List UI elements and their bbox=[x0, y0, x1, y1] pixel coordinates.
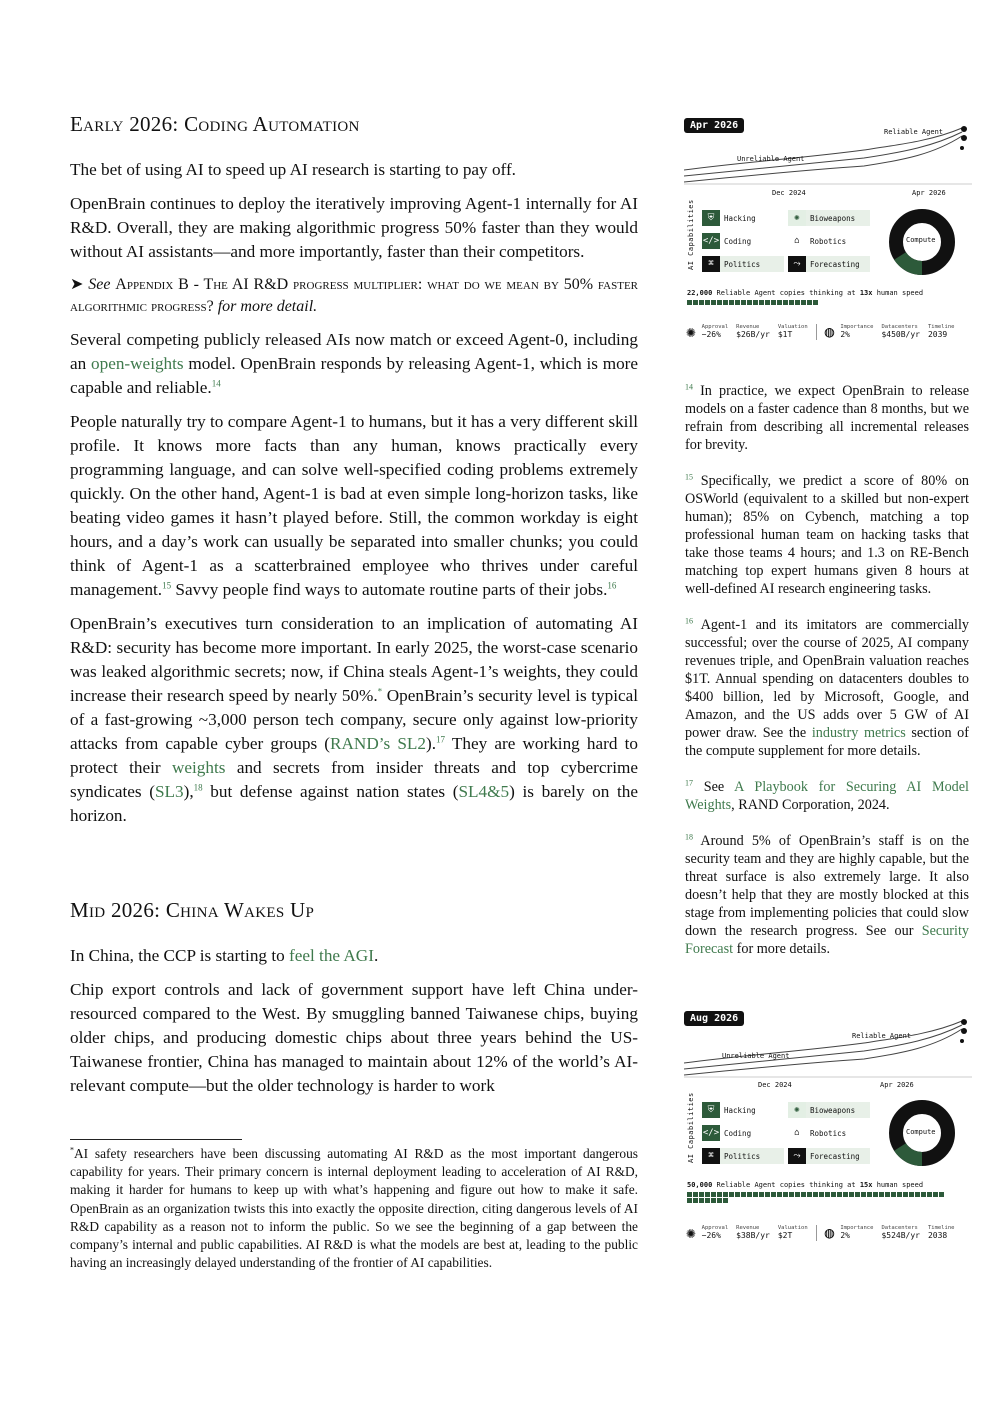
stat-value: 2039 bbox=[927, 330, 948, 339]
agent-copy-square bbox=[795, 1192, 800, 1197]
agent-copy-square bbox=[789, 1192, 794, 1197]
sidenote-text: Specifically, we predict a score of 80% on OSWorld (equivalent to a skilled but non-expert human); 85% on Cybench, matching a top professional human team on hacking tasks that take those teams 4 hours; and 1.3 on RE-Bench matching top expert humans given 8 hours at well-defined AI research engineering tasks. bbox=[685, 473, 970, 597]
see-word: See bbox=[88, 276, 111, 293]
agent-copy-square bbox=[711, 1192, 716, 1197]
main-column bbox=[70, 112, 638, 1108]
rand-playbook-link[interactable]: A Playbook for Securing AI Model Weights bbox=[685, 779, 970, 813]
capability-coding bbox=[702, 233, 784, 249]
stat-label: Valuation bbox=[777, 324, 808, 330]
text: They are working hard to protect their bbox=[70, 734, 638, 777]
compute-label: Compute bbox=[906, 236, 936, 244]
stat-value: 2038 bbox=[927, 1231, 948, 1240]
agent-copy-square bbox=[717, 300, 722, 305]
capability-politics bbox=[702, 256, 784, 272]
agent-copy-square bbox=[735, 1192, 740, 1197]
capabilities-label: AI Capabilities bbox=[687, 199, 695, 270]
stat-valuation bbox=[778, 324, 808, 340]
agent-copy-square bbox=[849, 1192, 854, 1197]
stat-approval bbox=[702, 1225, 729, 1241]
agent-copy-square bbox=[771, 1192, 776, 1197]
text: ) is barely on the horizon. bbox=[70, 782, 638, 825]
capability-politics bbox=[702, 1148, 784, 1164]
capability-name: Forecasting bbox=[806, 1148, 870, 1164]
agent-copy-square bbox=[873, 1192, 878, 1197]
stat-label: Revenue bbox=[736, 324, 760, 330]
capability-coding bbox=[702, 1125, 784, 1141]
copies-tail: human speed bbox=[876, 1181, 924, 1189]
openbrain-logo-icon: ✺ bbox=[686, 322, 696, 341]
sidenote-number: 16 bbox=[685, 616, 693, 626]
stat-importance bbox=[840, 324, 873, 340]
status-dashboard bbox=[684, 118, 972, 348]
sidenote-text: See bbox=[703, 779, 725, 795]
agent-trend-chart bbox=[684, 1011, 972, 1086]
footnote-ref[interactable]: 17 bbox=[436, 734, 446, 745]
appendix-reference bbox=[70, 274, 638, 318]
copies-speed: 13x bbox=[859, 289, 873, 297]
capability-name: Bioweapons bbox=[806, 1102, 870, 1118]
unreliable-agent-label: Unreliable Agent bbox=[722, 1052, 790, 1060]
capability-forecasting bbox=[788, 256, 870, 272]
sidenote-text: , RAND Corporation, 2024. bbox=[731, 797, 890, 813]
paragraph: OpenBrain continues to deploy the iteratively improving Agent-1 internally for AI R&D. Overall, they are making algorithmic progress 50% faster than they would without AI assistants—and more importantly, faster than their competitors. bbox=[70, 194, 638, 261]
text: ). bbox=[426, 734, 437, 753]
agent-copy-square bbox=[891, 1192, 896, 1197]
paragraph bbox=[70, 410, 638, 602]
stat-value: $450B/yr bbox=[881, 330, 920, 339]
stat-value: $2T bbox=[777, 1231, 793, 1240]
footnote-marker: * bbox=[70, 1145, 74, 1155]
agent-copy-square bbox=[921, 1192, 926, 1197]
agent-copy-square bbox=[927, 1192, 932, 1197]
capability-name: Forecasting bbox=[806, 256, 870, 272]
stat-timeline bbox=[928, 1225, 955, 1241]
stat-revenue bbox=[736, 1225, 770, 1241]
stat-label: Approval bbox=[701, 324, 729, 330]
capability-robotics bbox=[788, 1125, 870, 1141]
star-cluster-icon bbox=[960, 126, 967, 150]
globe-icon: ◍ bbox=[824, 1223, 835, 1242]
section-heading-early-2026: Early 2026: Coding Automation bbox=[70, 112, 360, 136]
capabilities-label: AI Capabilities bbox=[687, 1092, 695, 1163]
footnote-ref[interactable]: 16 bbox=[607, 580, 617, 591]
paragraph bbox=[70, 612, 638, 828]
agent-copy-square bbox=[807, 1192, 812, 1197]
capability-name: Politics bbox=[720, 256, 784, 272]
sidenote-17 bbox=[685, 778, 969, 814]
footnote-ref[interactable]: 15 bbox=[162, 580, 172, 591]
industry-metrics-link[interactable]: industry metrics bbox=[811, 725, 906, 741]
agent-copies-squares bbox=[687, 1192, 949, 1203]
capitol-icon: ⌘ bbox=[702, 256, 720, 272]
capability-name: Hacking bbox=[724, 213, 756, 223]
agent-copy-square bbox=[687, 1192, 692, 1197]
text: OpenBrain’s security level is typical of a fast-growing ~3,000 person tech company, secure only against low-priority attacks from capable cyber groups ( bbox=[70, 686, 639, 753]
axis-end-label: Apr 2026 bbox=[880, 1081, 914, 1089]
capability-bioweapons bbox=[788, 1102, 870, 1118]
agent-copy-square bbox=[711, 1198, 716, 1203]
copies-line bbox=[687, 1181, 923, 1189]
sidenote-number: 14 bbox=[685, 382, 693, 392]
copies-speed: 15x bbox=[859, 1181, 873, 1189]
sidenote-18 bbox=[685, 832, 969, 958]
agent-copy-square bbox=[741, 1192, 746, 1197]
paragraph bbox=[70, 944, 638, 968]
agent-copy-square bbox=[909, 1192, 914, 1197]
divider bbox=[816, 324, 817, 340]
agent-copy-square bbox=[939, 1192, 944, 1197]
virus-icon: ✺ bbox=[788, 1102, 806, 1118]
agent-copy-square bbox=[753, 300, 758, 305]
reliable-curve-2 bbox=[684, 136, 962, 182]
text: Savvy people find ways to automate routine parts of their jobs. bbox=[175, 580, 608, 599]
code-icon: </> bbox=[702, 233, 720, 249]
weights-link[interactable]: weights bbox=[171, 758, 226, 777]
capability-hacking bbox=[702, 1102, 784, 1118]
sidenote-14 bbox=[685, 382, 969, 454]
footnote-star bbox=[70, 1145, 638, 1272]
shield-icon: ⛨ bbox=[702, 210, 720, 226]
agent-copy-square bbox=[783, 300, 788, 305]
rand-sl2-link[interactable]: RAND’s SL2 bbox=[330, 734, 426, 753]
virus-icon: ✺ bbox=[788, 210, 806, 226]
stat-revenue bbox=[736, 324, 770, 340]
copies-text: Reliable Agent copies thinking at bbox=[716, 289, 856, 297]
footnote-ref[interactable]: * bbox=[377, 686, 383, 697]
stat-importance bbox=[840, 1225, 873, 1241]
agent-copy-square bbox=[789, 300, 794, 305]
text: Several competing publicly released AIs now match or exceed Agent-0, including an bbox=[70, 330, 638, 373]
agent-copy-square bbox=[897, 1192, 902, 1197]
capability-name: Robotics bbox=[810, 1128, 847, 1138]
agent-copy-square bbox=[693, 1192, 698, 1197]
agent-copy-square bbox=[813, 300, 818, 305]
capability-name: Robotics bbox=[810, 236, 847, 246]
agent-copy-square bbox=[717, 1192, 722, 1197]
text: In China, the CCP is starting to bbox=[70, 946, 285, 965]
agent-copy-square bbox=[723, 1198, 728, 1203]
agent-copy-square bbox=[747, 1192, 752, 1197]
stat-label: Datacenters bbox=[881, 324, 918, 330]
sidenote-number: 18 bbox=[685, 832, 693, 842]
stat-label: Approval bbox=[701, 1225, 729, 1231]
text: . bbox=[373, 946, 379, 965]
feel-the-agi-link[interactable]: feel the AGI bbox=[288, 946, 374, 965]
capability-bioweapons bbox=[788, 210, 870, 226]
agent-copy-square bbox=[915, 1192, 920, 1197]
agent-copy-square bbox=[933, 1192, 938, 1197]
agent-copy-square bbox=[699, 1192, 704, 1197]
stat-label: Importance bbox=[840, 324, 874, 330]
sidenote-16 bbox=[685, 616, 969, 760]
sidenote-text: In practice, we expect OpenBrain to release models on a faster cadence than 8 months, but we refrain from describing all incremental releases for brevity. bbox=[685, 383, 970, 453]
agent-copy-square bbox=[831, 1192, 836, 1197]
appendix-link[interactable]: Appendix B - The AI R&D progress multiplier: what do we mean by 50% faster algorithmic progress? bbox=[70, 276, 639, 315]
axis-start-label: Dec 2024 bbox=[758, 1081, 792, 1089]
stat-value: $26B/yr bbox=[736, 330, 770, 339]
footnote-text: AI safety researchers have been discussing automating AI R&D as the most important dangerous capability for years. Their primary concern is internal deployment leading to acceleration of AI R&D, making it harder for humans to keep up with what’s happening and figure out how to make it safe. OpenBrain as an organization twists this into exactly the opposite direction, citing dangerous levels of AI R&D capability as a reason not to inform the public. So we see the beginning of a gap between the company’s internal and public capabilities. AI R&D is what the models are best at, leading to the public having an increasingly delayed understanding of the frontier of AI capabilities. bbox=[70, 1146, 638, 1271]
stat-value: −26% bbox=[701, 330, 721, 339]
globe-icon: ◍ bbox=[824, 322, 835, 341]
text: People naturally try to compare Agent-1 to humans, but it has a very different skill profile. It knows more facts than any human, knows practically every programming language, and can solve well-specified coding problems extremely quickly. On the other hand, Agent-1 is bad at even simple long-horizon tasks, like beating video games it hasn’t played before. Still, the common workday is eight hours, and a day’s work can usually be separated into smaller chunks; you could think of Agent-1 as a scatterbrained employee who thrives under careful management. bbox=[70, 412, 638, 599]
agent-copy-square bbox=[813, 1192, 818, 1197]
agent-copy-square bbox=[699, 300, 704, 305]
agent-copy-square bbox=[705, 1192, 710, 1197]
date-badge: Aug 2026 bbox=[684, 1011, 744, 1026]
agent-copy-square bbox=[705, 1198, 710, 1203]
agent-copy-square bbox=[855, 1192, 860, 1197]
copies-tail: human speed bbox=[876, 289, 924, 297]
agent-copy-square bbox=[777, 300, 782, 305]
agent-copy-square bbox=[687, 1198, 692, 1203]
sl45-link[interactable]: SL4&5 bbox=[458, 782, 510, 801]
status-dashboard bbox=[684, 1011, 972, 1251]
axis-start-label: Dec 2024 bbox=[772, 189, 806, 197]
text: OpenBrain’s executives turn consideration to an implication of automating AI R&D: security has become more important. In early 2025, the worst-case scenario was leaked algorithmic secrets; now, if China steals Agent-1’s weights, they could increase their research speed by nearly 50%. bbox=[70, 614, 638, 705]
agent-copy-square bbox=[741, 300, 746, 305]
agent-copy-square bbox=[723, 300, 728, 305]
stat-value: −26% bbox=[701, 1231, 721, 1240]
sidenote-text: Around 5% of OpenBrain’s staff is on the security team and they are highly capable, but the threat surface is also extremely large. It also doesn’t help that they are mostly blocked at this stage from implementing policies that could slow down the research progress. See our bbox=[685, 833, 969, 939]
open-weights-link[interactable]: open-weights bbox=[91, 354, 184, 373]
agent-copy-square bbox=[699, 1198, 704, 1203]
agent-copy-square bbox=[753, 1192, 758, 1197]
agent-copy-square bbox=[885, 1192, 890, 1197]
agent-copy-square bbox=[861, 1192, 866, 1197]
reliable-agent-label: Reliable Agent bbox=[884, 128, 944, 136]
stat-datacenters bbox=[881, 1225, 920, 1241]
agent-copy-square bbox=[765, 300, 770, 305]
agent-copy-square bbox=[729, 300, 734, 305]
sidenote-text: for more details. bbox=[736, 941, 830, 957]
stat-valuation bbox=[778, 1225, 808, 1241]
agent-copy-square bbox=[795, 300, 800, 305]
stat-value: 2% bbox=[840, 330, 850, 339]
stat-label: Revenue bbox=[736, 1225, 760, 1231]
agent-copy-square bbox=[747, 300, 752, 305]
sidenote-number: 15 bbox=[685, 472, 693, 482]
sl3-link[interactable]: SL3 bbox=[154, 782, 184, 801]
stat-label: Valuation bbox=[777, 1225, 808, 1231]
stat-label: Importance bbox=[840, 1225, 874, 1231]
stat-value: $524B/yr bbox=[881, 1231, 920, 1240]
copies-count: 50,000 bbox=[687, 1181, 713, 1189]
divider bbox=[816, 1225, 817, 1241]
capability-name: Bioweapons bbox=[806, 210, 870, 226]
copies-count: 22,000 bbox=[687, 289, 713, 297]
agent-copy-square bbox=[819, 1192, 824, 1197]
agent-copy-square bbox=[759, 1192, 764, 1197]
agent-copy-square bbox=[705, 300, 710, 305]
stat-approval bbox=[702, 324, 729, 340]
stat-value: $1T bbox=[777, 330, 793, 339]
agent-copy-square bbox=[717, 1198, 722, 1203]
axis-end-label: Apr 2026 bbox=[912, 189, 946, 197]
robot-icon: ⌂ bbox=[794, 236, 800, 246]
footnote-ref[interactable]: 14 bbox=[211, 378, 221, 389]
capability-name: Politics bbox=[720, 1148, 784, 1164]
copies-line bbox=[687, 289, 923, 297]
text: ), bbox=[183, 782, 194, 801]
stat-value: 2% bbox=[840, 1231, 850, 1240]
graph-icon: ⤳ bbox=[788, 1148, 806, 1164]
agent-copy-square bbox=[843, 1192, 848, 1197]
sidenote-15 bbox=[685, 472, 969, 598]
stat-datacenters bbox=[881, 324, 920, 340]
agent-copy-square bbox=[735, 300, 740, 305]
agent-copies-squares bbox=[687, 300, 937, 305]
capability-forecasting bbox=[788, 1148, 870, 1164]
star-cluster-icon bbox=[960, 1019, 967, 1043]
security-forecast-link[interactable]: Security Forecast bbox=[685, 923, 969, 957]
capitol-icon: ⌘ bbox=[702, 1148, 720, 1164]
stat-label: Datacenters bbox=[881, 1225, 918, 1231]
code-icon: </> bbox=[702, 1125, 720, 1141]
capability-robotics bbox=[788, 233, 870, 249]
agent-copy-square bbox=[903, 1192, 908, 1197]
text: model. OpenBrain responds by releasing Agent-1, which is more capable and reliable. bbox=[70, 354, 639, 397]
paragraph: Chip export controls and lack of government support have left China under-resourced compared to the West. By smuggling banned Taiwanese chips, buying older chips, and producing domestic chips about three years behind the US-Taiwanese frontier, China has managed to maintain about 12% of the world’s AI-relevant compute—but the older technology is harder to work bbox=[70, 980, 638, 1095]
agent-copy-square bbox=[783, 1192, 788, 1197]
footnote-ref[interactable]: 18 bbox=[193, 782, 203, 793]
date-badge: Apr 2026 bbox=[684, 118, 744, 133]
stat-value: $38B/yr bbox=[736, 1231, 770, 1240]
stats-row bbox=[686, 324, 962, 340]
footnote-divider bbox=[70, 1139, 242, 1140]
agent-copy-square bbox=[771, 300, 776, 305]
agent-copy-square bbox=[777, 1192, 782, 1197]
robot-icon: ⌂ bbox=[794, 1128, 800, 1138]
shield-icon: ⛨ bbox=[702, 1102, 720, 1118]
agent-copy-square bbox=[801, 300, 806, 305]
stats-row bbox=[686, 1225, 962, 1241]
agent-copy-square bbox=[825, 1192, 830, 1197]
sidenote-text: section of the compute supplement for more details. bbox=[685, 725, 970, 759]
agent-copy-square bbox=[879, 1192, 884, 1197]
sidenotes-column bbox=[685, 382, 969, 976]
arrow-icon: ➤ bbox=[70, 276, 84, 293]
agent-copy-square bbox=[693, 300, 698, 305]
capability-name: Coding bbox=[724, 236, 752, 246]
agent-copy-square bbox=[807, 300, 812, 305]
compute-label: Compute bbox=[906, 1128, 936, 1136]
unreliable-agent-label: Unreliable Agent bbox=[737, 155, 805, 163]
see-tail: for more detail. bbox=[217, 298, 318, 315]
agent-copy-square bbox=[693, 1198, 698, 1203]
agent-copy-square bbox=[837, 1192, 842, 1197]
agent-copy-square bbox=[723, 1192, 728, 1197]
stat-timeline bbox=[928, 324, 955, 340]
openbrain-logo-icon: ✺ bbox=[686, 1223, 696, 1242]
agent-copy-square bbox=[687, 300, 692, 305]
capability-hacking bbox=[702, 210, 784, 226]
sidenote-text: Agent-1 and its imitators are commercially successful; over the course of 2025, AI company revenues triple, and OpenBrain valuation reaches $1T. Annual spending on datacenters doubles to $400 billion, led by Microsoft, Google, and Amazon, and the US adds over 5 GW of AI power draw. See the bbox=[685, 617, 970, 741]
agent-copy-square bbox=[759, 300, 764, 305]
sidenote-number: 17 bbox=[685, 778, 693, 788]
capability-name: Hacking bbox=[724, 1105, 756, 1115]
stat-label: Timeline bbox=[927, 324, 955, 330]
capability-name: Coding bbox=[724, 1128, 752, 1138]
paragraph: The bet of using AI to speed up AI research is starting to pay off. bbox=[70, 160, 516, 179]
graph-icon: ⤳ bbox=[788, 256, 806, 272]
text: and secrets from insider threats and top cybercrime syndicates ( bbox=[70, 758, 639, 801]
agent-copy-square bbox=[711, 300, 716, 305]
agent-copy-square bbox=[801, 1192, 806, 1197]
copies-text: Reliable Agent copies thinking at bbox=[716, 1181, 856, 1189]
agent-copy-square bbox=[729, 1192, 734, 1197]
reliable-agent-label: Reliable Agent bbox=[852, 1032, 912, 1040]
agent-copy-square bbox=[867, 1192, 872, 1197]
text: but defense against nation states ( bbox=[210, 782, 459, 801]
agent-copy-square bbox=[765, 1192, 770, 1197]
paragraph bbox=[70, 328, 638, 400]
section-heading-mid-2026: Mid 2026: China Wakes Up bbox=[70, 898, 315, 922]
stat-label: Timeline bbox=[927, 1225, 955, 1231]
